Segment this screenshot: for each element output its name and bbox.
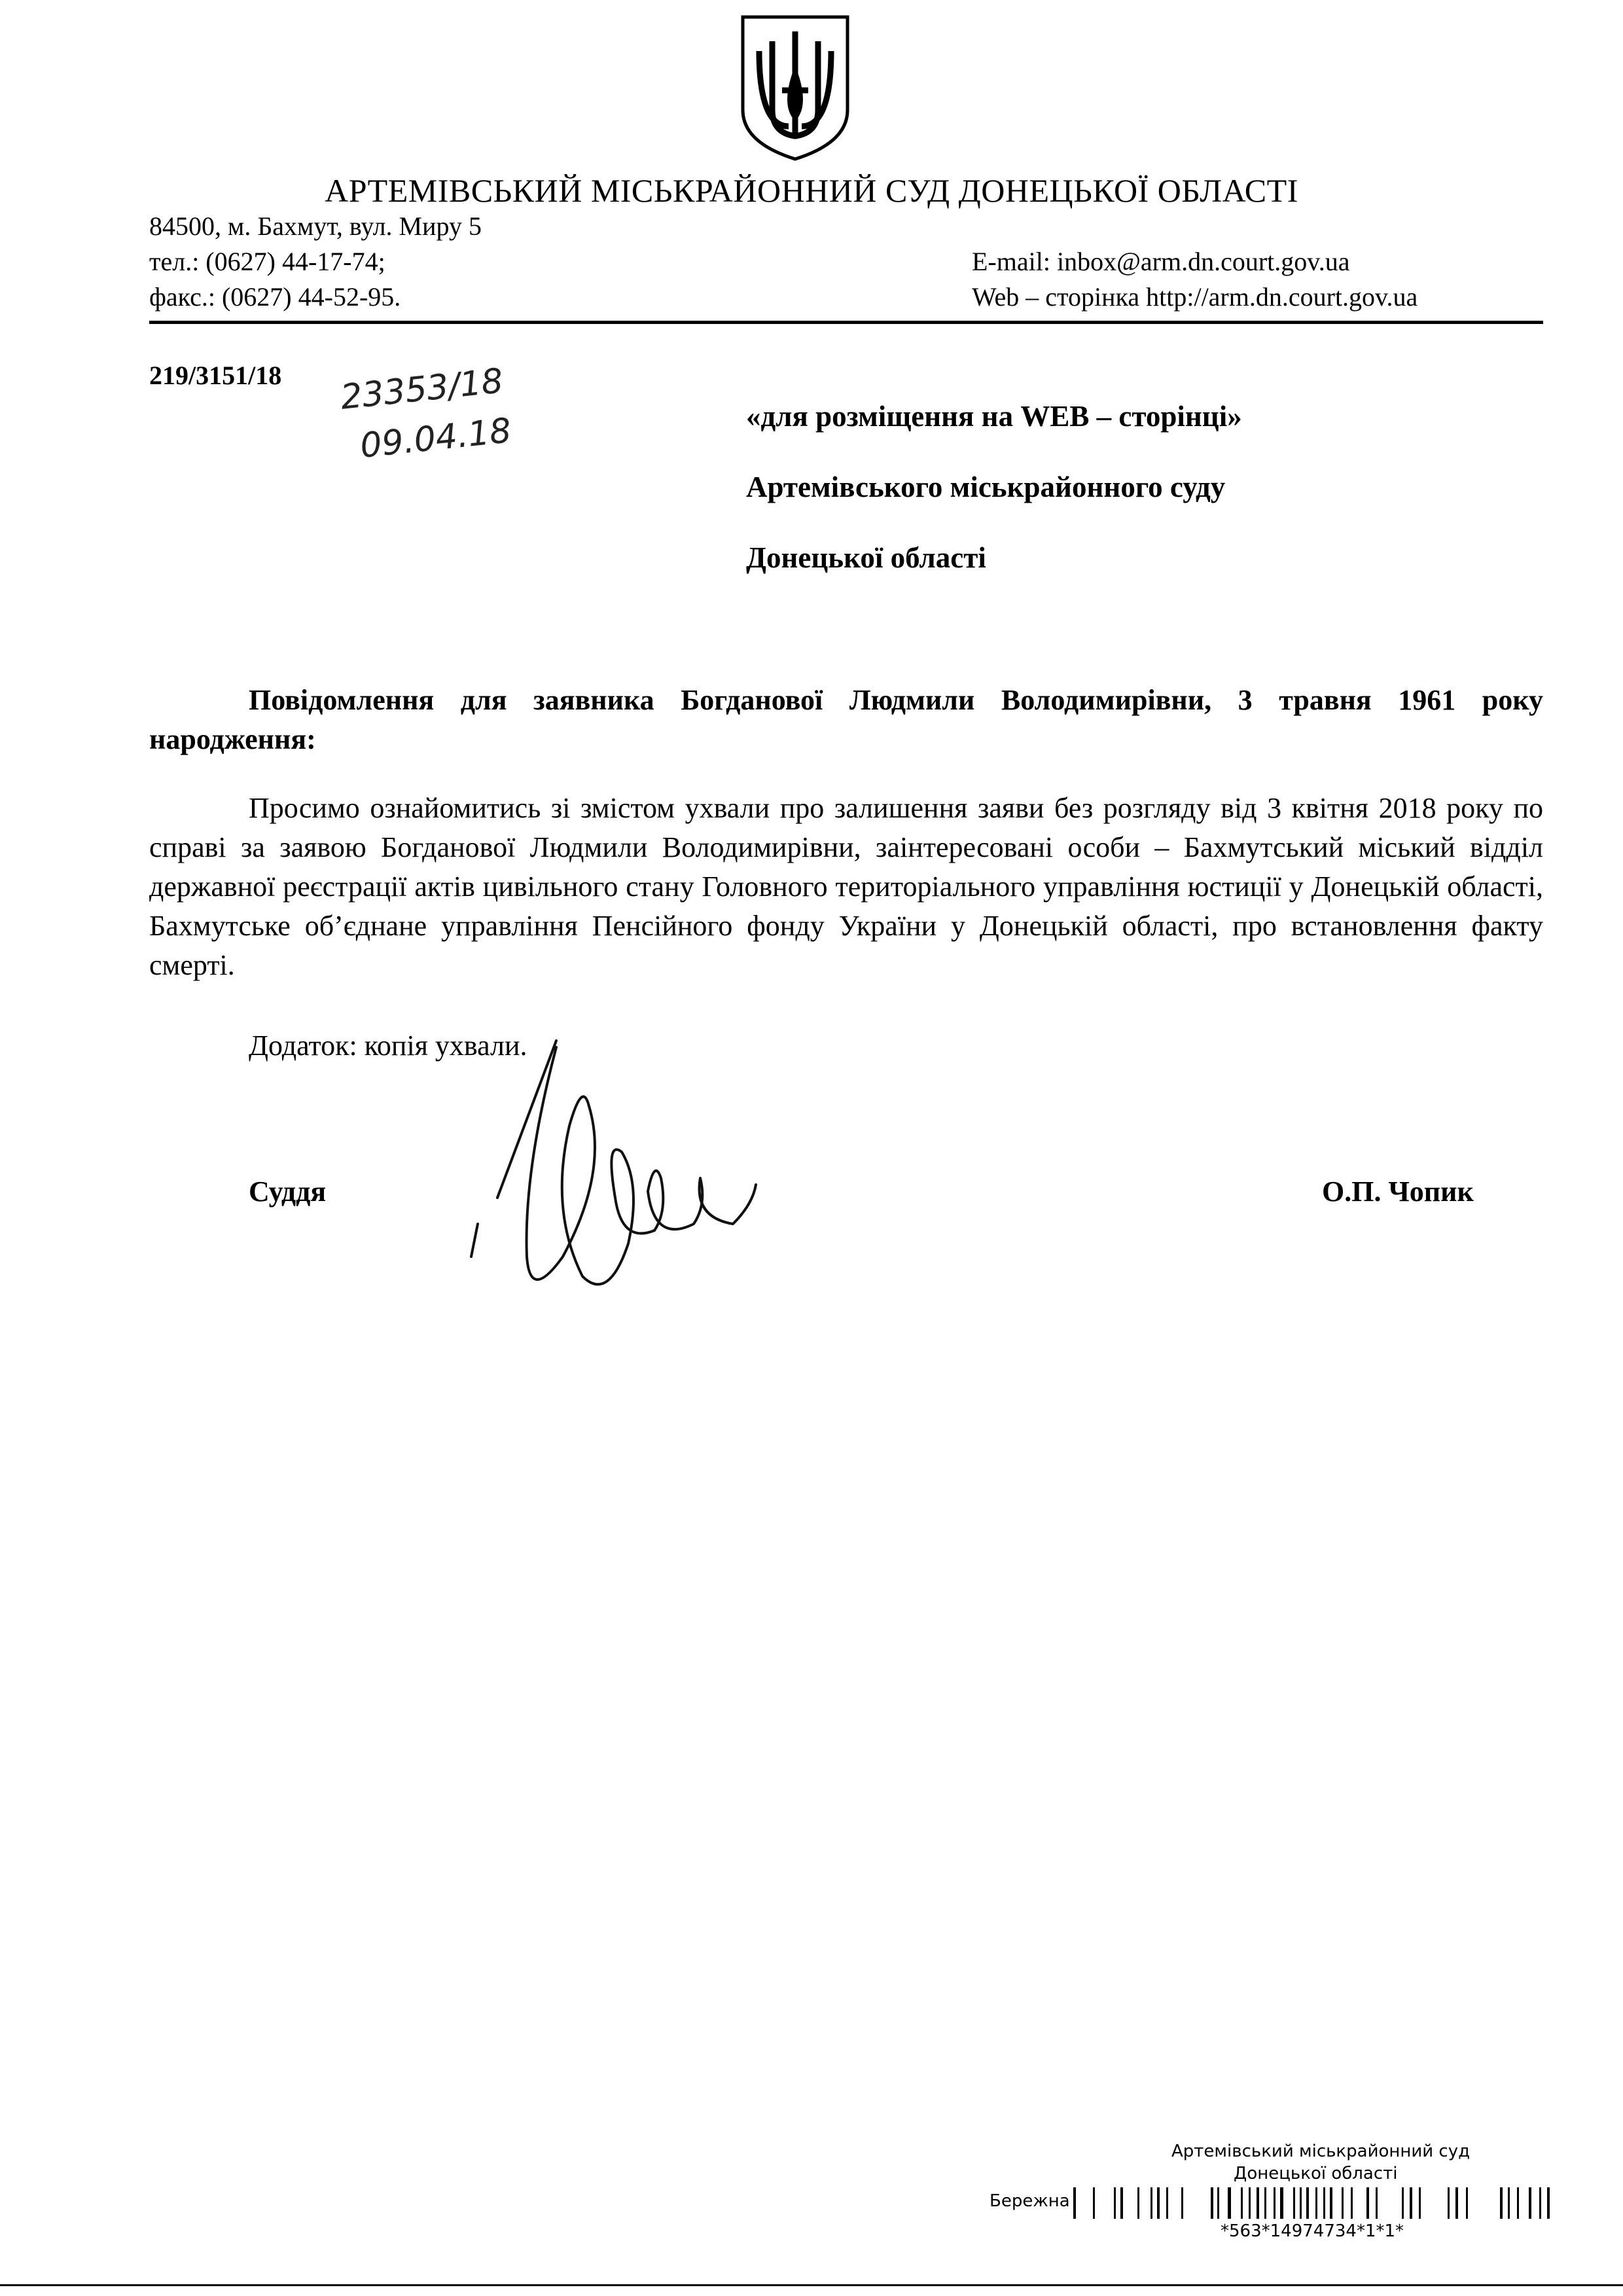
court-fax: факс.: (0627) 44-52-95. <box>149 282 401 312</box>
handwritten-incoming-date: 09.04.18 <box>358 411 514 466</box>
judge-title: Суддя <box>249 1175 327 1208</box>
notice-body: Просимо ознайомитись зі змістом ухвали про залишення заяви без розгляду від 3 квітня 2018 року по справі за заявою Богданової Людмили Володимирівни, заінтересовані особи – Бахмутський міський відділ державної реєстрації актів цивільного стану Головного територіального управління юстиції у Донецькій області, Бахмутське об’єднане управління Пенсійного фонду України у Донецькій області, про встановлення факту смерті. <box>149 792 1543 981</box>
barcode-icon <box>1073 2187 1551 2219</box>
court-phone: тел.: (0627) 44-17-74; <box>149 247 385 276</box>
handwritten-incoming-number: 23353/18 <box>338 361 505 418</box>
header-divider <box>149 321 1543 324</box>
judge-name: О.П. Чопик <box>1322 1175 1474 1208</box>
stamp-clerk-name: Бережна <box>990 2191 1070 2211</box>
notice-heading: Повідомлення для заявника Богданової Людмили Володимирівни, 3 травня 1961 року народження: <box>149 684 1543 755</box>
addressee-line-2: Артемівського міськрайонного суду <box>746 471 1226 503</box>
addressee-line-1: «для розміщення на WEB – сторінці» <box>746 400 1242 433</box>
court-address: 84500, м. Бахмут, вул. Миру 5 <box>149 211 482 241</box>
case-number: 219/3151/18 <box>149 361 282 390</box>
attachment-note: Додаток: копія ухвали. <box>249 1030 527 1062</box>
addressee-line-3: Донецької області <box>746 541 986 574</box>
stamp-court-line-1: Артемівський міськрайонний суд <box>1171 2142 1471 2161</box>
handwritten-signature <box>458 1028 772 1329</box>
court-email: E-mail: inbox@arm.dn.court.gov.ua <box>972 247 1350 276</box>
stamp-court-line-2: Донецької області <box>1234 2164 1398 2183</box>
barcode-number: *563*14974734*1*1* <box>1221 2221 1404 2241</box>
court-name: АРТЕМІВСЬКИЙ МІСЬКРАЙОННИЙ СУД ДОНЕЦЬКОЇ ОБЛАСТІ <box>325 172 1298 209</box>
page-bottom-edge <box>0 2284 1623 2286</box>
court-website: Web – сторінка http://arm.dn.court.gov.ua <box>972 282 1418 312</box>
coat-of-arms-icon <box>736 12 854 162</box>
